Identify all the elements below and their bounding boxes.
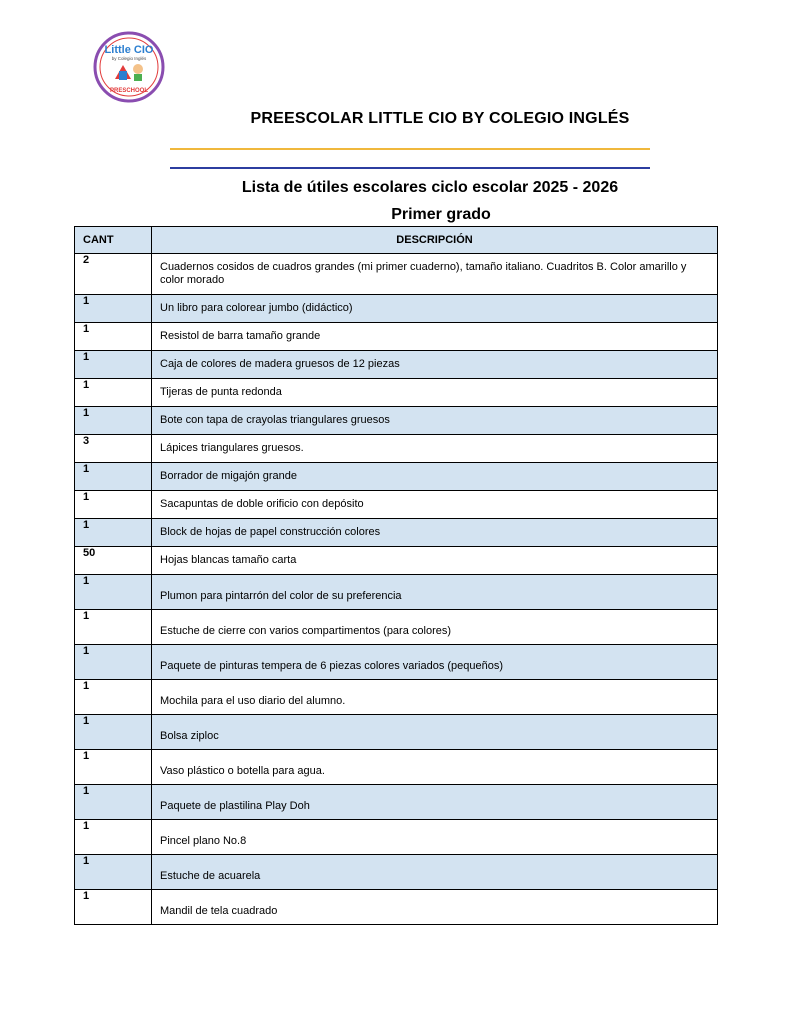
qty-cell: 1 xyxy=(75,680,152,715)
qty-cell: 1 xyxy=(75,351,152,379)
description-cell: Mandil de tela cuadrado xyxy=(152,890,718,925)
table-row xyxy=(75,491,718,519)
list-title: Lista de útiles escolares ciclo escolar 2025 - 2026 xyxy=(241,179,619,196)
qty-cell: 1 xyxy=(75,785,152,820)
table-row xyxy=(75,820,718,855)
description-cell: Resistol de barra tamaño grande xyxy=(152,323,718,351)
description-cell: Bolsa ziploc xyxy=(152,715,718,750)
svg-text:by Colegio Inglés: by Colegio Inglés xyxy=(111,56,147,61)
table-row xyxy=(75,519,718,547)
qty-cell: 1 xyxy=(75,890,152,925)
qty-cell: 1 xyxy=(75,820,152,855)
qty-cell: 3 xyxy=(75,435,152,463)
description-cell: Cuadernos cosidos de cuadros grandes (mi primer cuaderno), tamaño italiano. Cuadritos B. Color amarillo y color morado xyxy=(152,254,718,295)
description-cell: Estuche de acuarela xyxy=(152,855,718,890)
blue-divider xyxy=(170,167,650,169)
description-cell: Bote con tapa de crayolas triangulares gruesos xyxy=(152,407,718,435)
description-cell: Borrador de migajón grande xyxy=(152,463,718,491)
description-cell: Pincel plano No.8 xyxy=(152,820,718,855)
qty-cell: 50 xyxy=(75,547,152,575)
qty-cell: 1 xyxy=(75,519,152,547)
qty-cell: 1 xyxy=(75,855,152,890)
qty-cell: 1 xyxy=(75,323,152,351)
table-row xyxy=(75,323,718,351)
qty-cell: 1 xyxy=(75,715,152,750)
table-row xyxy=(75,750,718,785)
table-row xyxy=(75,785,718,820)
supplies-table xyxy=(74,226,718,925)
description-cell: Estuche de cierre con varios compartimentos (para colores) xyxy=(152,610,718,645)
qty-cell: 1 xyxy=(75,463,152,491)
description-cell: Hojas blancas tamaño carta xyxy=(152,547,718,575)
school-logo xyxy=(93,31,165,103)
table-header-row xyxy=(75,227,718,254)
table-row xyxy=(75,547,718,575)
table-row xyxy=(75,855,718,890)
description-cell: Sacapuntas de doble orificio con depósito xyxy=(152,491,718,519)
description-cell: Vaso plástico o botella para agua. xyxy=(152,750,718,785)
table-row xyxy=(75,351,718,379)
table-row xyxy=(75,645,718,680)
qty-cell: 1 xyxy=(75,407,152,435)
gold-divider xyxy=(170,148,650,150)
table-row xyxy=(75,610,718,645)
description-cell: Plumon para pintarrón del color de su preferencia xyxy=(152,575,718,610)
table-row xyxy=(75,680,718,715)
table-row xyxy=(75,463,718,491)
table-row xyxy=(75,407,718,435)
qty-cell: 1 xyxy=(75,645,152,680)
description-cell: Paquete de plastilina Play Doh xyxy=(152,785,718,820)
qty-cell: 1 xyxy=(75,491,152,519)
table-row xyxy=(75,254,718,295)
qty-cell: 2 xyxy=(75,254,152,295)
grade-label: Primer grado xyxy=(391,206,491,223)
qty-cell: 1 xyxy=(75,750,152,785)
qty-header: CANT xyxy=(75,227,152,254)
qty-cell: 1 xyxy=(75,295,152,323)
table-row xyxy=(75,575,718,610)
description-cell: Tijeras de punta redonda xyxy=(152,379,718,407)
description-cell: Mochila para el uso diario del alumno. xyxy=(152,680,718,715)
svg-text:PRESCHOOL: PRESCHOOL xyxy=(109,88,149,94)
description-cell: Lápices triangulares gruesos. xyxy=(152,435,718,463)
svg-text:Little CIO: Little CIO xyxy=(104,44,154,56)
description-header: DESCRIPCIÓN xyxy=(152,227,718,254)
school-title: PREESCOLAR LITTLE CIO BY COLEGIO INGLÉS xyxy=(250,110,630,127)
qty-cell: 1 xyxy=(75,575,152,610)
qty-cell: 1 xyxy=(75,610,152,645)
table-row xyxy=(75,379,718,407)
table-row xyxy=(75,715,718,750)
table-row xyxy=(75,890,718,925)
table-row xyxy=(75,295,718,323)
table-row xyxy=(75,435,718,463)
description-cell: Caja de colores de madera gruesos de 12 piezas xyxy=(152,351,718,379)
description-cell: Un libro para colorear jumbo (didáctico) xyxy=(152,295,718,323)
description-cell: Paquete de pinturas tempera de 6 piezas colores variados (pequeños) xyxy=(152,645,718,680)
qty-cell: 1 xyxy=(75,379,152,407)
description-cell: Block de hojas de papel construcción colores xyxy=(152,519,718,547)
